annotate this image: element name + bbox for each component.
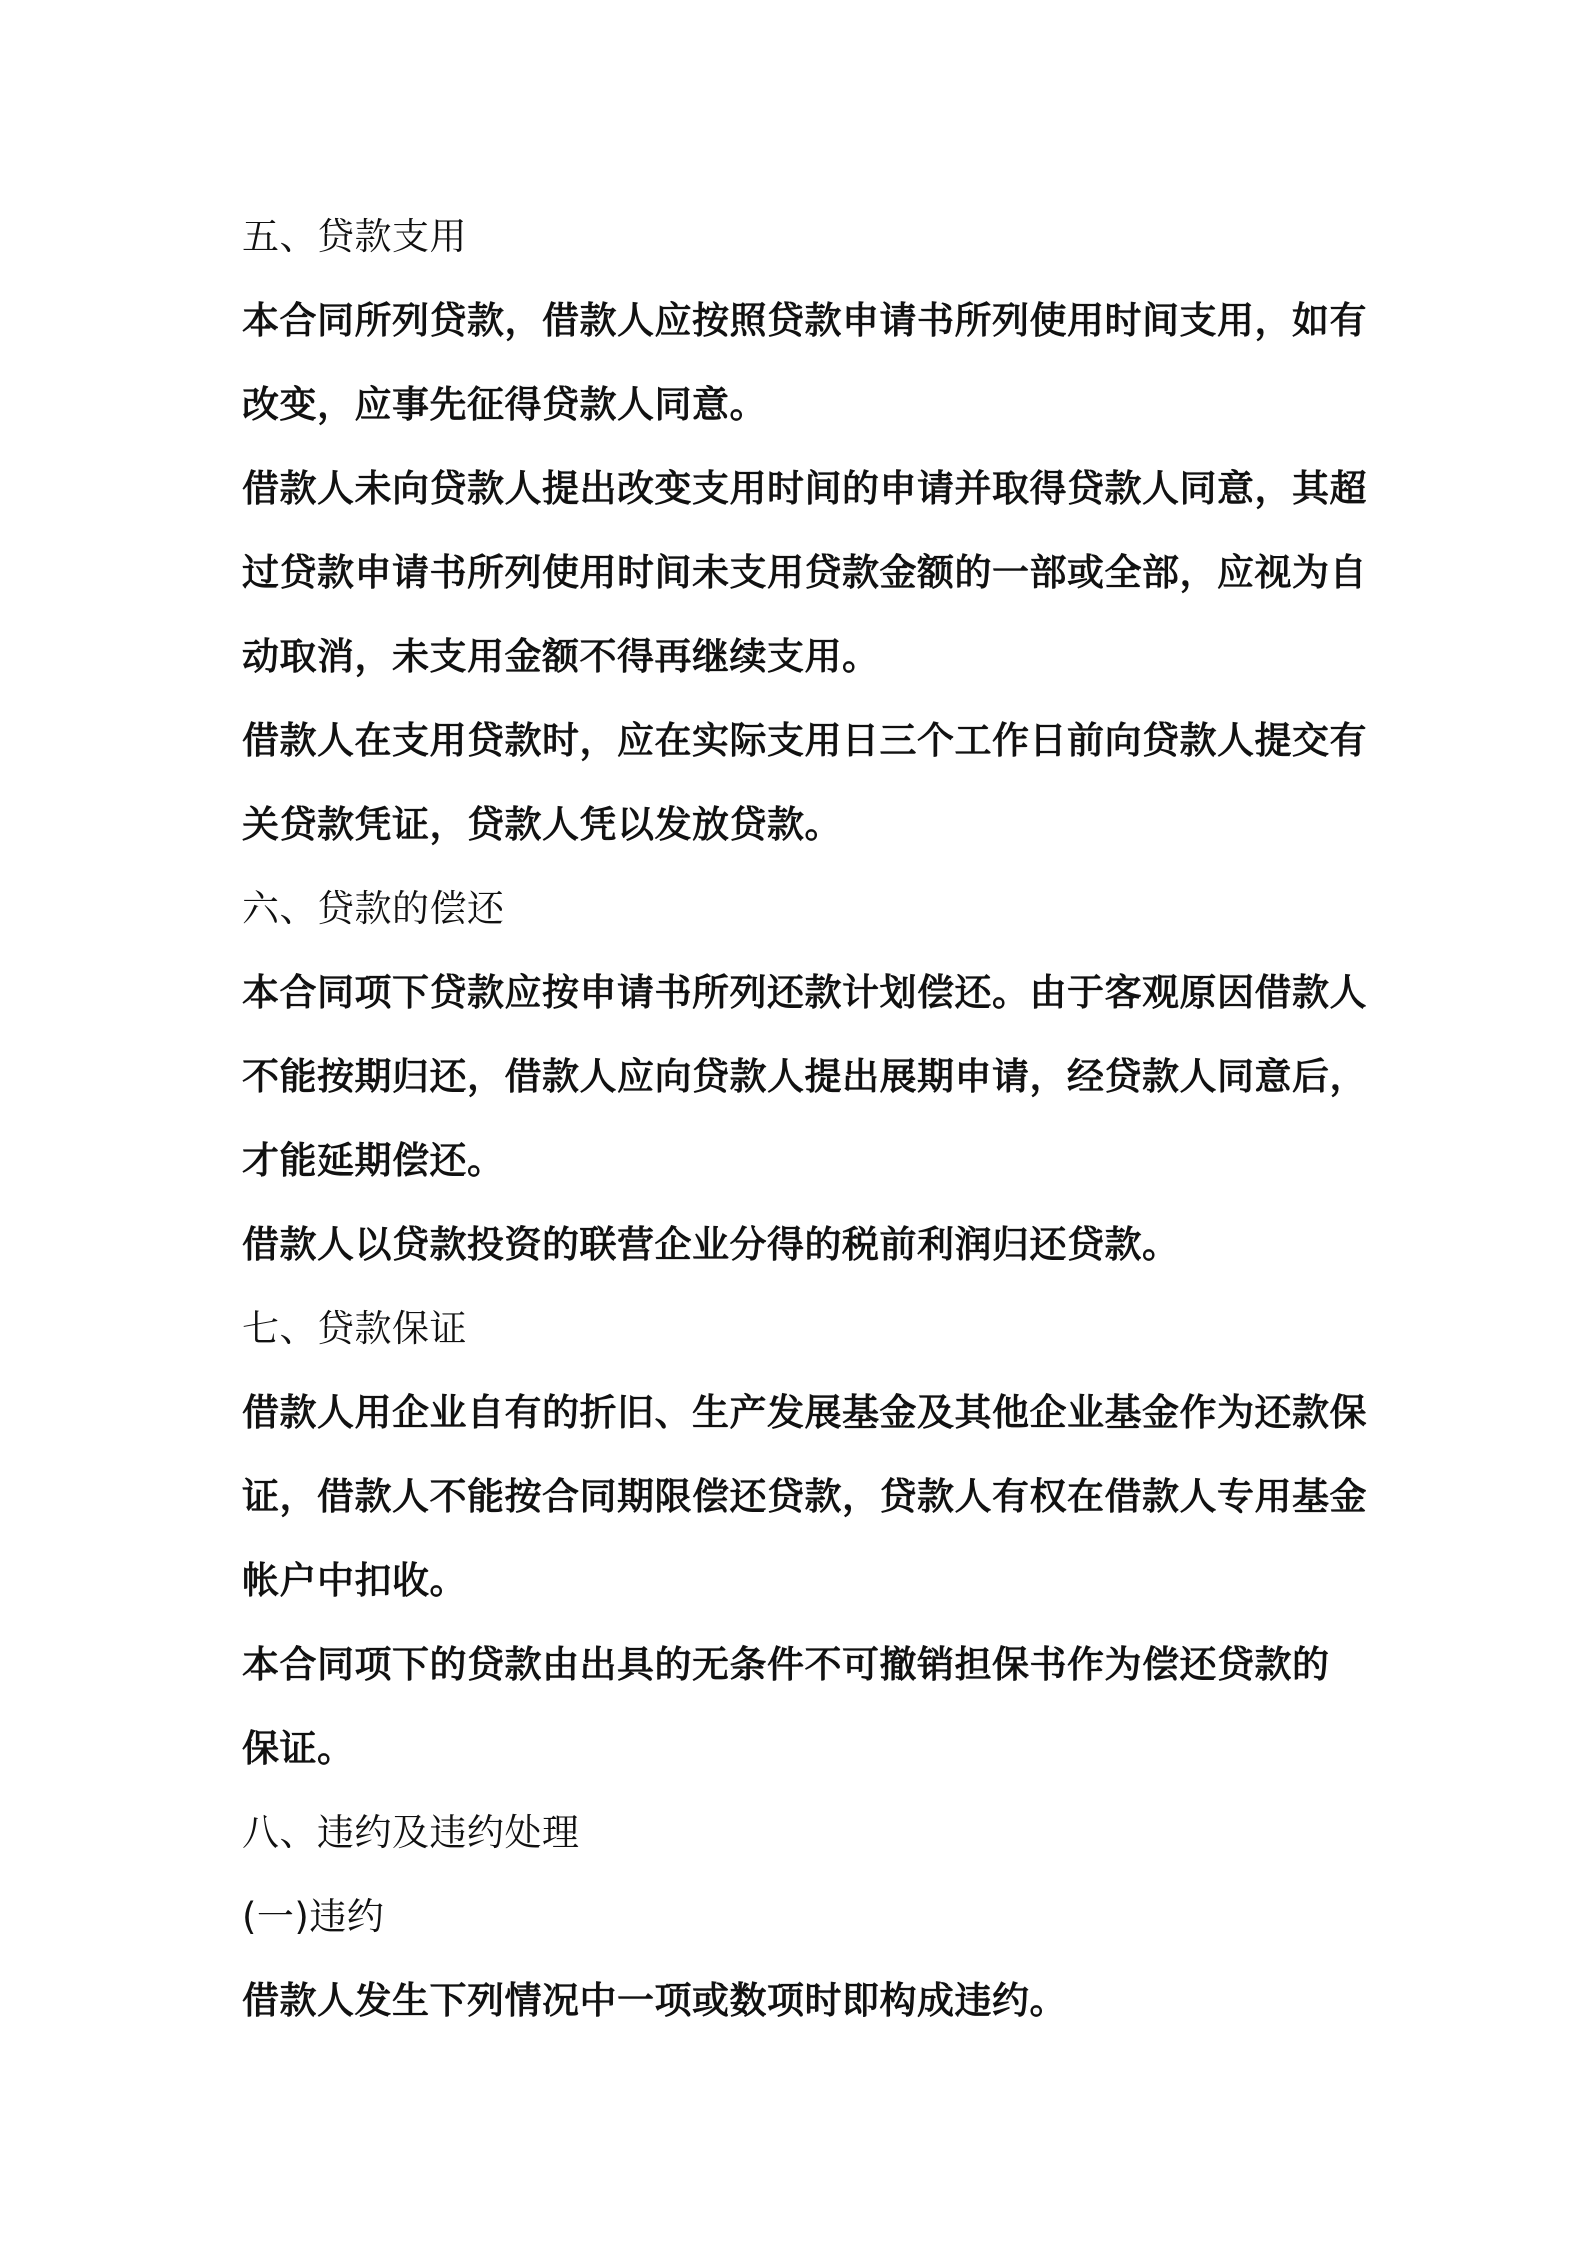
paragraph-line: 关贷款凭证，贷款人凭以发放贷款。: [242, 803, 842, 846]
document-body: [242, 195, 1367, 2043]
paragraph-line: 不能按期归还，借款人应向贷款人提出展期申请，经贷款人同意后，: [242, 1055, 1367, 1098]
paragraph-line: 借款人未向贷款人提出改变支用时间的申请并取得贷款人同意，其超: [242, 467, 1367, 510]
paragraph-line: 本合同所列贷款，借款人应按照贷款申请书所列使用时间支用，如有: [242, 299, 1367, 342]
paragraph-line: 帐户中扣收。: [242, 1559, 467, 1602]
section-heading-7: 七、贷款保证: [242, 1307, 467, 1350]
section-heading-5: 五、贷款支用: [242, 215, 467, 258]
paragraph-line: 改变，应事先征得贷款人同意。: [242, 383, 767, 426]
paragraph-line: 才能延期偿还。: [242, 1139, 505, 1182]
paragraph-line: 借款人在支用贷款时，应在实际支用日三个工作日前向贷款人提交有: [242, 719, 1367, 762]
paragraph-line: 保证。: [242, 1727, 355, 1770]
paragraph-line: 动取消，未支用金额不得再继续支用。: [242, 635, 880, 678]
section-heading-6: 六、贷款的偿还: [242, 887, 505, 930]
paragraph-line: 过贷款申请书所列使用时间未支用贷款金额的一部或全部，应视为自: [242, 551, 1367, 594]
subsection-heading: (一)违约: [242, 1895, 385, 1938]
paragraph-line: 证，借款人不能按合同期限偿还贷款，贷款人有权在借款人专用基金: [242, 1475, 1367, 1518]
paragraph-line: 借款人用企业自有的折旧、生产发展基金及其他企业基金作为还款保: [242, 1391, 1367, 1434]
section-heading-8: 八、违约及违约处理: [242, 1811, 580, 1854]
paragraph-line: 本合同项下贷款应按申请书所列还款计划偿还。由于客观原因借款人: [242, 971, 1367, 1014]
paragraph-line: 本合同项下的贷款由出具的无条件不可撤销担保书作为偿还贷款的: [242, 1643, 1330, 1686]
paragraph-line: 借款人发生下列情况中一项或数项时即构成违约。: [242, 1979, 1067, 2022]
paragraph-line: 借款人以贷款投资的联营企业分得的税前利润归还贷款。: [242, 1223, 1180, 1266]
